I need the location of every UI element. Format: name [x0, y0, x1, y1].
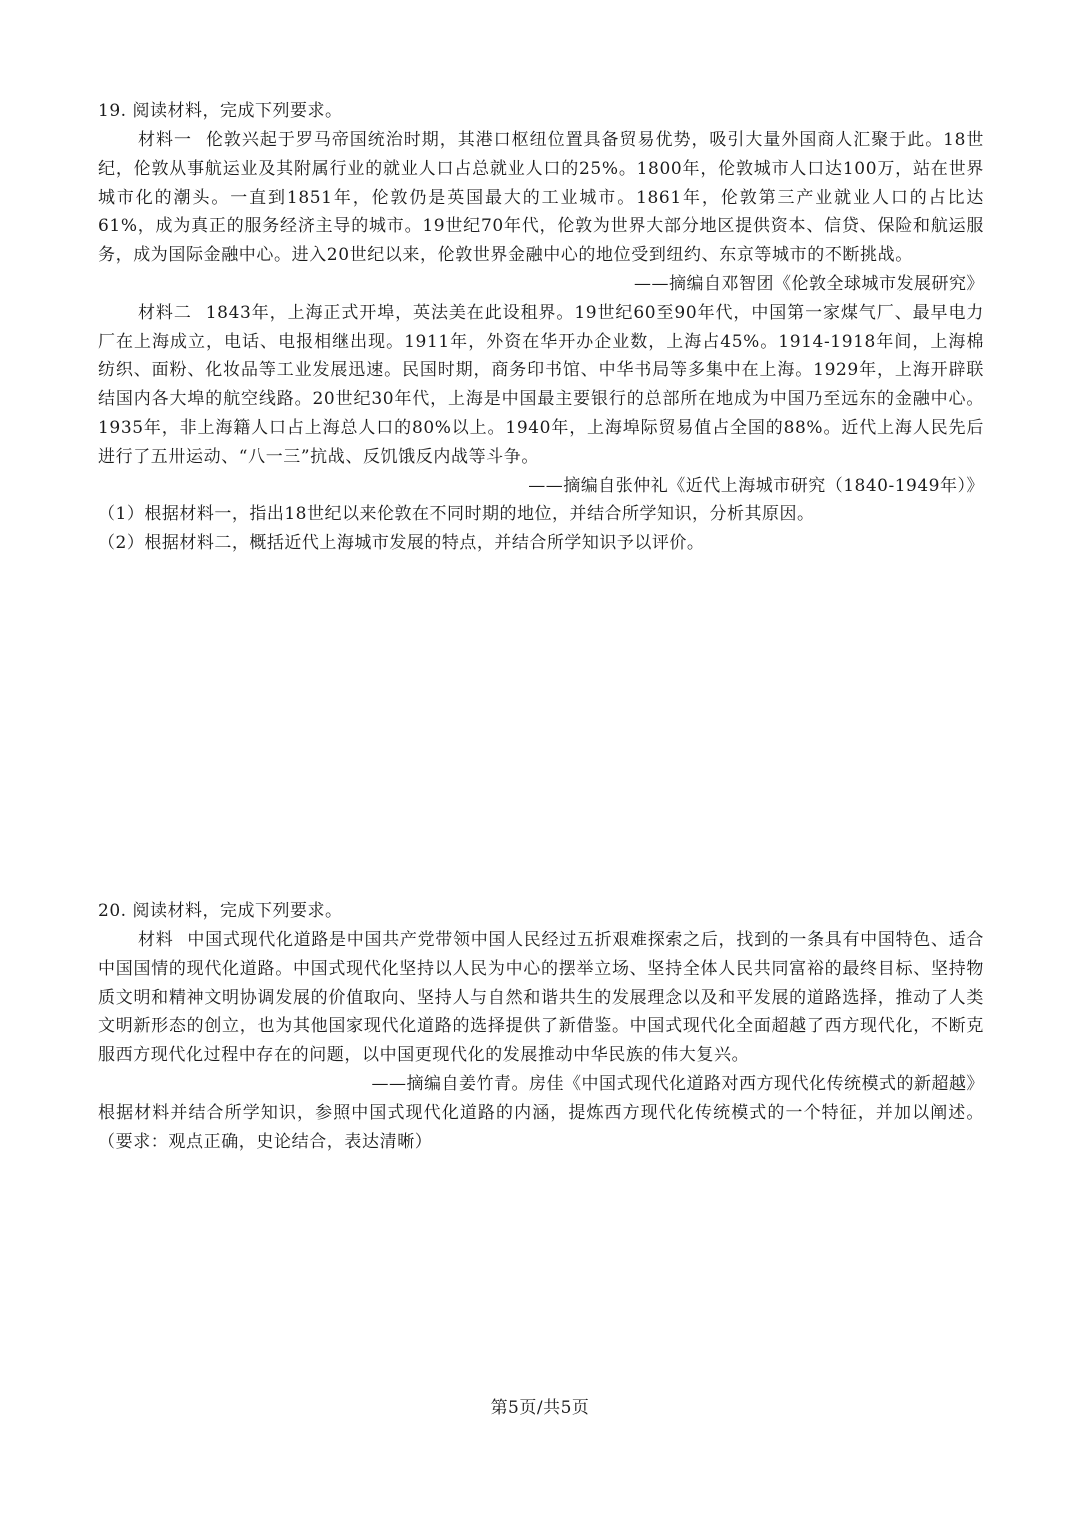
q20-material	[98, 926, 984, 1070]
q19-material1	[98, 126, 984, 270]
q20-material-source: ——摘编自姜竹青。房佳《中国式现代化道路对西方现代化传统模式的新超越》	[371, 1073, 984, 1094]
q20-material-label: 材料	[138, 930, 174, 950]
q19-material1-source: ——摘编自邓智团《伦敦全球城市发展研究》	[634, 273, 984, 294]
page-footer: 第5页/共5页	[490, 1398, 590, 1418]
q19-material2-source: ——摘编自张仲礼《近代上海城市研究（1840-1949年）》	[528, 475, 984, 496]
q19-task-1: （1）根据材料一，指出18世纪以来伦敦在不同时期的地位，并结合所学知识，分析其原因。	[98, 504, 815, 525]
q19-material1-label: 材料一	[138, 130, 192, 150]
q19-task-2: （2）根据材料二，概括近代上海城市发展的特点，并结合所学知识予以评价。	[98, 533, 705, 554]
question-20	[98, 896, 984, 1156]
q19-material2-text: 1843年，上海正式开埠，英法美在此设租界。19世纪60至90年代，中国第一家煤气厂、最早电力厂在上海成立，电话、电报相继出现。1911年，外资在华开办企业数，上海占45%。1914-1918年间，上海棉纺织、面粉、化妆品等工业发展迅速。民国时期，商务印书馆、中华书局等多集中在上海。1929年，上海开辟联结国内各大埠的航空线路。20世纪30年代，上海是中国最主要银行的总部所在地成为中国乃至远东的金融中心。1935年，非上海籍人口占上海总人口的80%以上。1940年，上海埠际贸易值占全国的88%。近代上海人民先后进行了五卅运动、“八一三”抗战、反饥饿反内战等斗争。	[98, 302, 984, 467]
question-19	[98, 96, 984, 558]
q19-material2-label: 材料二	[138, 302, 192, 323]
q20-material-text: 中国式现代化道路是中国共产党带领中国人民经过五折艰难探索之后，找到的一条具有中国特色、适合中国国情的现代化道路。中国式现代化坚持以人民为中心的摆举立场、坚持全体人民共同富裕的最终目标、坚持物质文明和精神文明协调发展的价值取向、坚持人与自然和谐共生的发展理念以及和平发展的道路选择，推动了人类文明新形态的创立，也为其他国家现代化道路的选择提供了新借鉴。中国式现代化全面超越了西方现代化，不断克服西方现代化过程中存在的问题，以中国更现代化的发展推动中华民族的伟大复兴。	[98, 930, 985, 1066]
q19-material2	[98, 299, 984, 472]
q20-title: 20. 阅读材料，完成下列要求。	[98, 901, 343, 921]
q19-title: 19. 阅读材料，完成下列要求。	[98, 101, 343, 121]
q19-material1-text: 伦敦兴起于罗马帝国统治时期，其港口枢纽位置具备贸易优势，吸引大量外国商人汇聚于此。18世纪，伦敦从事航运业及其附属行业的就业人口占总就业人口的25%。1800年，伦敦城市人口达100万，站在世界城市化的潮头。一直到1851年，伦敦仍是英国最大的工业城市。1861年，伦敦第三产业就业人口的占比达61%，成为真正的服务经济主导的城市。19世纪70年代，伦敦为世界大部分地区提供资本、信贷、保险和航运服务，成为国际金融中心。进入20世纪以来，伦敦世界金融中心的地位受到纽约、东京等城市的不断挑战。	[98, 130, 984, 266]
q20-task: 根据材料并结合所学知识，参照中国式现代化道路的内涵，提炼西方现代化传统模式的一个特征，并加以阐述。（要求：观点正确，史论结合，表达清晰）	[98, 1102, 984, 1152]
